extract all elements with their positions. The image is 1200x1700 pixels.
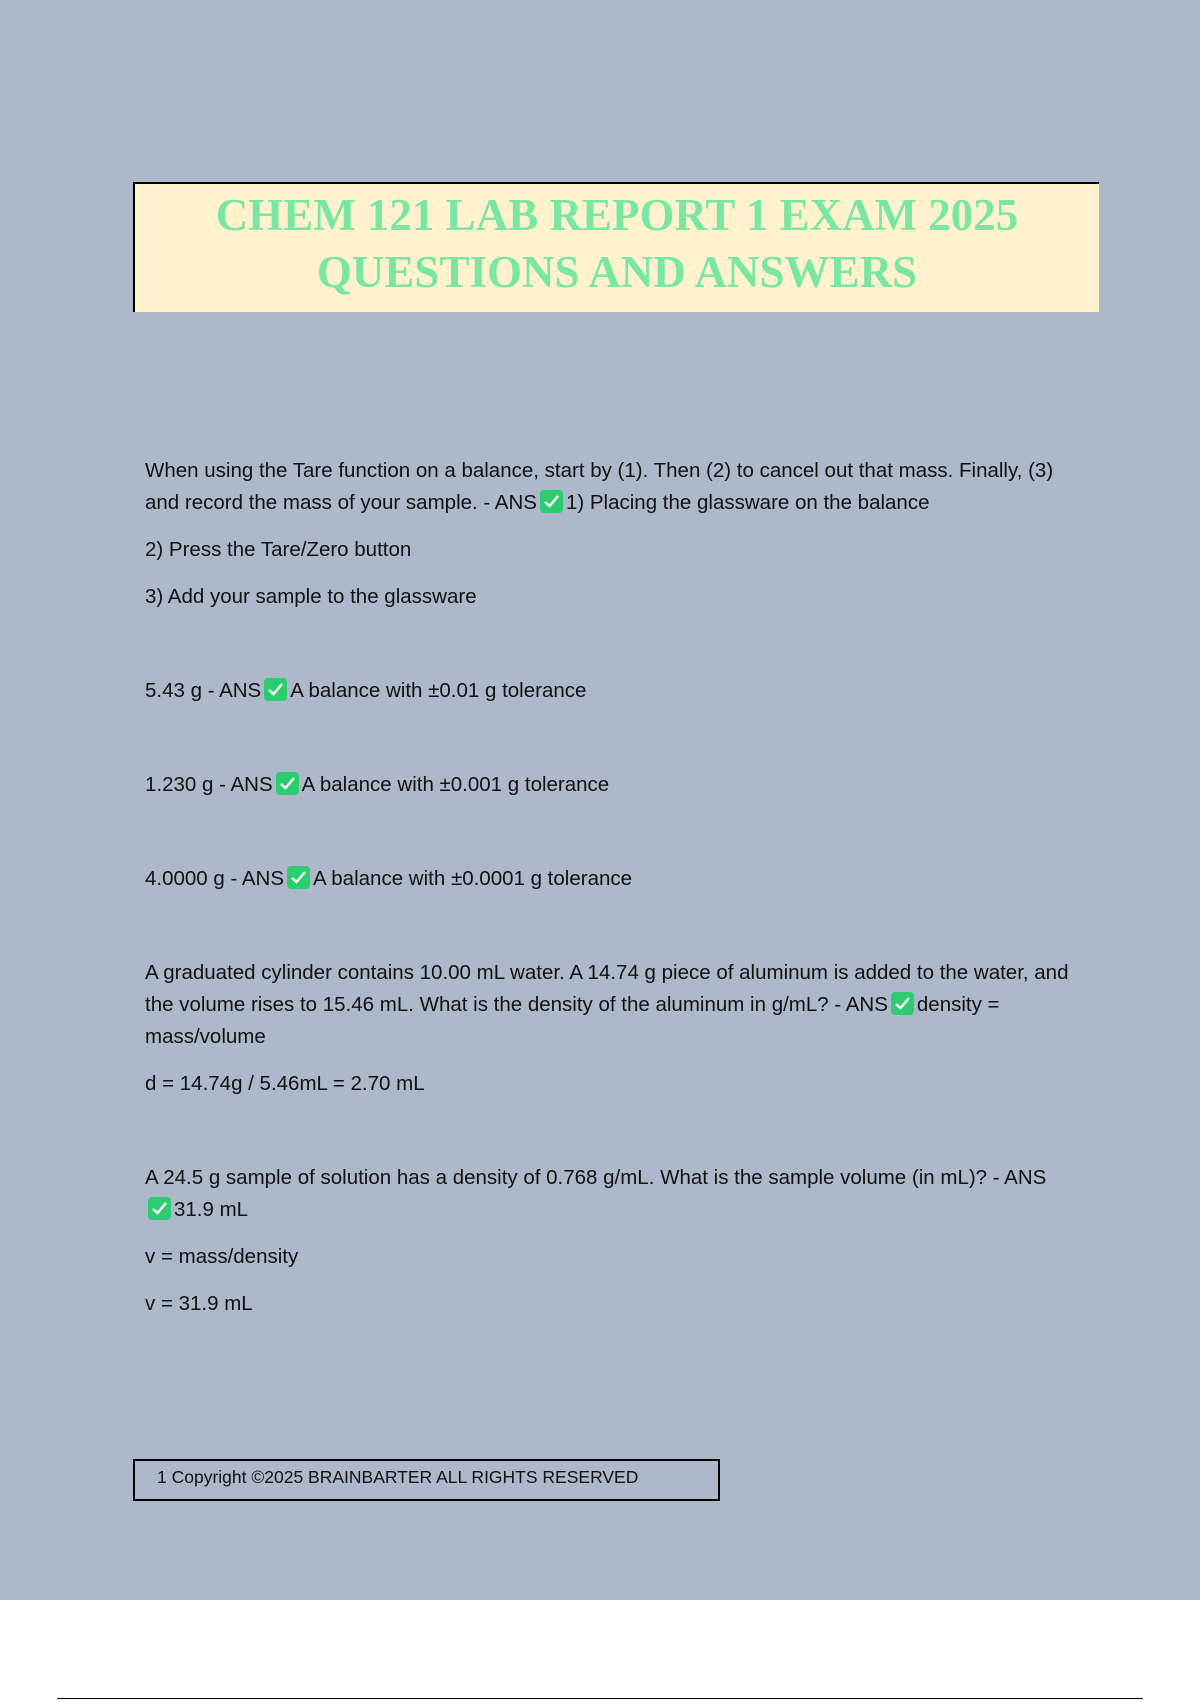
check-box-icon <box>540 490 563 513</box>
title-box <box>133 182 1099 312</box>
check-box-icon <box>264 678 287 701</box>
page-title-line-2: QUESTIONS AND ANSWERS <box>316 247 918 297</box>
answer-line: v = mass/density <box>145 1245 299 1268</box>
footer-rule <box>57 1698 1143 1699</box>
qa-item <box>145 675 1075 707</box>
question-text: A 24.5 g sample of solution has a density of 0.768 g/mL. What is the sample volume (in mL)? - ANS <box>145 1166 1047 1189</box>
qa-item <box>145 769 1075 801</box>
answer-text: A balance with ±0.001 g tolerance <box>301 773 610 796</box>
check-box-icon <box>148 1197 171 1220</box>
answer-line: 2) Press the Tare/Zero button <box>145 538 412 561</box>
question-text: A graduated cylinder contains 10.00 mL water. A 14.74 g piece of aluminum is added to the water, and the volume rises to 15.46 mL. What is the density of the aluminum in g/mL? - ANS <box>145 961 1069 1016</box>
qa-item <box>145 1162 1075 1226</box>
check-box-icon <box>891 992 914 1015</box>
question-text: 1.230 g - ANS <box>145 773 273 796</box>
answer-line: 3) Add your sample to the glassware <box>145 585 477 608</box>
answer-line: d = 14.74g / 5.46mL = 2.70 mL <box>145 1072 425 1095</box>
answer-text: A balance with ±0.0001 g tolerance <box>313 867 633 890</box>
qa-item <box>145 455 1075 519</box>
question-text: When using the Tare function on a balance, start by (1). Then (2) to cancel out that mass. Finally, (3) and record the mass of your sample. - ANS <box>145 459 1054 514</box>
copyright-footer: 1 Copyright ©2025 BRAINBARTER ALL RIGHTS RESERVED <box>133 1459 720 1501</box>
check-box-icon <box>276 772 299 795</box>
check-box-icon <box>287 866 310 889</box>
qa-item <box>145 863 1075 895</box>
question-text: 4.0000 g - ANS <box>145 867 285 890</box>
answer-text: 1) Placing the glassware on the balance <box>565 491 930 514</box>
page-title-line-1: CHEM 121 LAB REPORT 1 EXAM 2025 <box>215 190 1019 240</box>
question-text: 5.43 g - ANS <box>145 679 262 702</box>
answer-text: 31.9 mL <box>174 1198 249 1221</box>
qa-content <box>145 455 1075 1320</box>
qa-item <box>145 957 1075 1053</box>
answer-text: density = mass/volume <box>145 993 1000 1048</box>
answer-line: v = 31.9 mL <box>145 1292 253 1315</box>
answer-text: A balance with ±0.01 g tolerance <box>290 679 587 702</box>
